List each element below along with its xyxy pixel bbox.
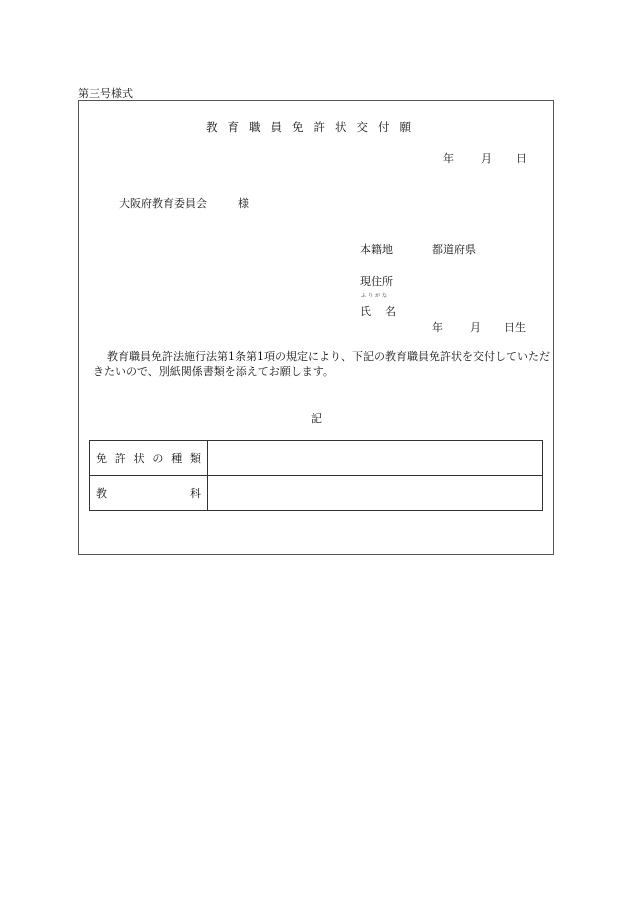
honseki-label: 本籍地 [360, 243, 393, 256]
addressee-honorific: 様 [238, 197, 249, 210]
label-char: 状 [133, 452, 145, 465]
date-month-label: 月 [481, 152, 492, 165]
label-char: の [152, 452, 164, 465]
label-char: 教 [96, 487, 107, 500]
birth-day-label: 日生 [504, 321, 526, 334]
label-char: 科 [190, 487, 201, 500]
label-char: 免 [96, 452, 107, 465]
birth-year-label: 年 [432, 321, 443, 334]
label-char: 種 [171, 452, 183, 465]
subject-label [90, 476, 208, 511]
form-title: 教育職員免許状交付願 [206, 120, 421, 134]
table-row [90, 476, 543, 511]
table-row [90, 441, 543, 476]
name-label-first-char: 氏 [360, 305, 371, 318]
request-body-text: 教育職員免許法施行法第1条第1項の規定により、下記の教育職員免許状を交付していただきたいので、別紙関係書類を添えてお願します。 [93, 350, 550, 378]
date-day-label: 日 [516, 152, 527, 165]
form-number: 第三号様式 [78, 87, 133, 100]
birth-month-label: 月 [470, 321, 481, 334]
furigana-label: ふりがな [361, 293, 390, 299]
addressee-name: 大阪府教育委員会 [119, 197, 207, 210]
details-table [89, 440, 543, 511]
name-label-second-char: 名 [385, 305, 396, 318]
label-char: 類 [189, 452, 201, 465]
subject-value[interactable] [208, 476, 543, 511]
license-type-label [90, 441, 208, 476]
ki-heading: 記 [311, 412, 322, 425]
prefecture-label: 都道府県 [432, 243, 476, 256]
license-type-value[interactable] [208, 441, 543, 476]
label-char: 許 [114, 452, 126, 465]
date-year-label: 年 [443, 152, 454, 165]
address-label: 現住所 [360, 275, 393, 288]
